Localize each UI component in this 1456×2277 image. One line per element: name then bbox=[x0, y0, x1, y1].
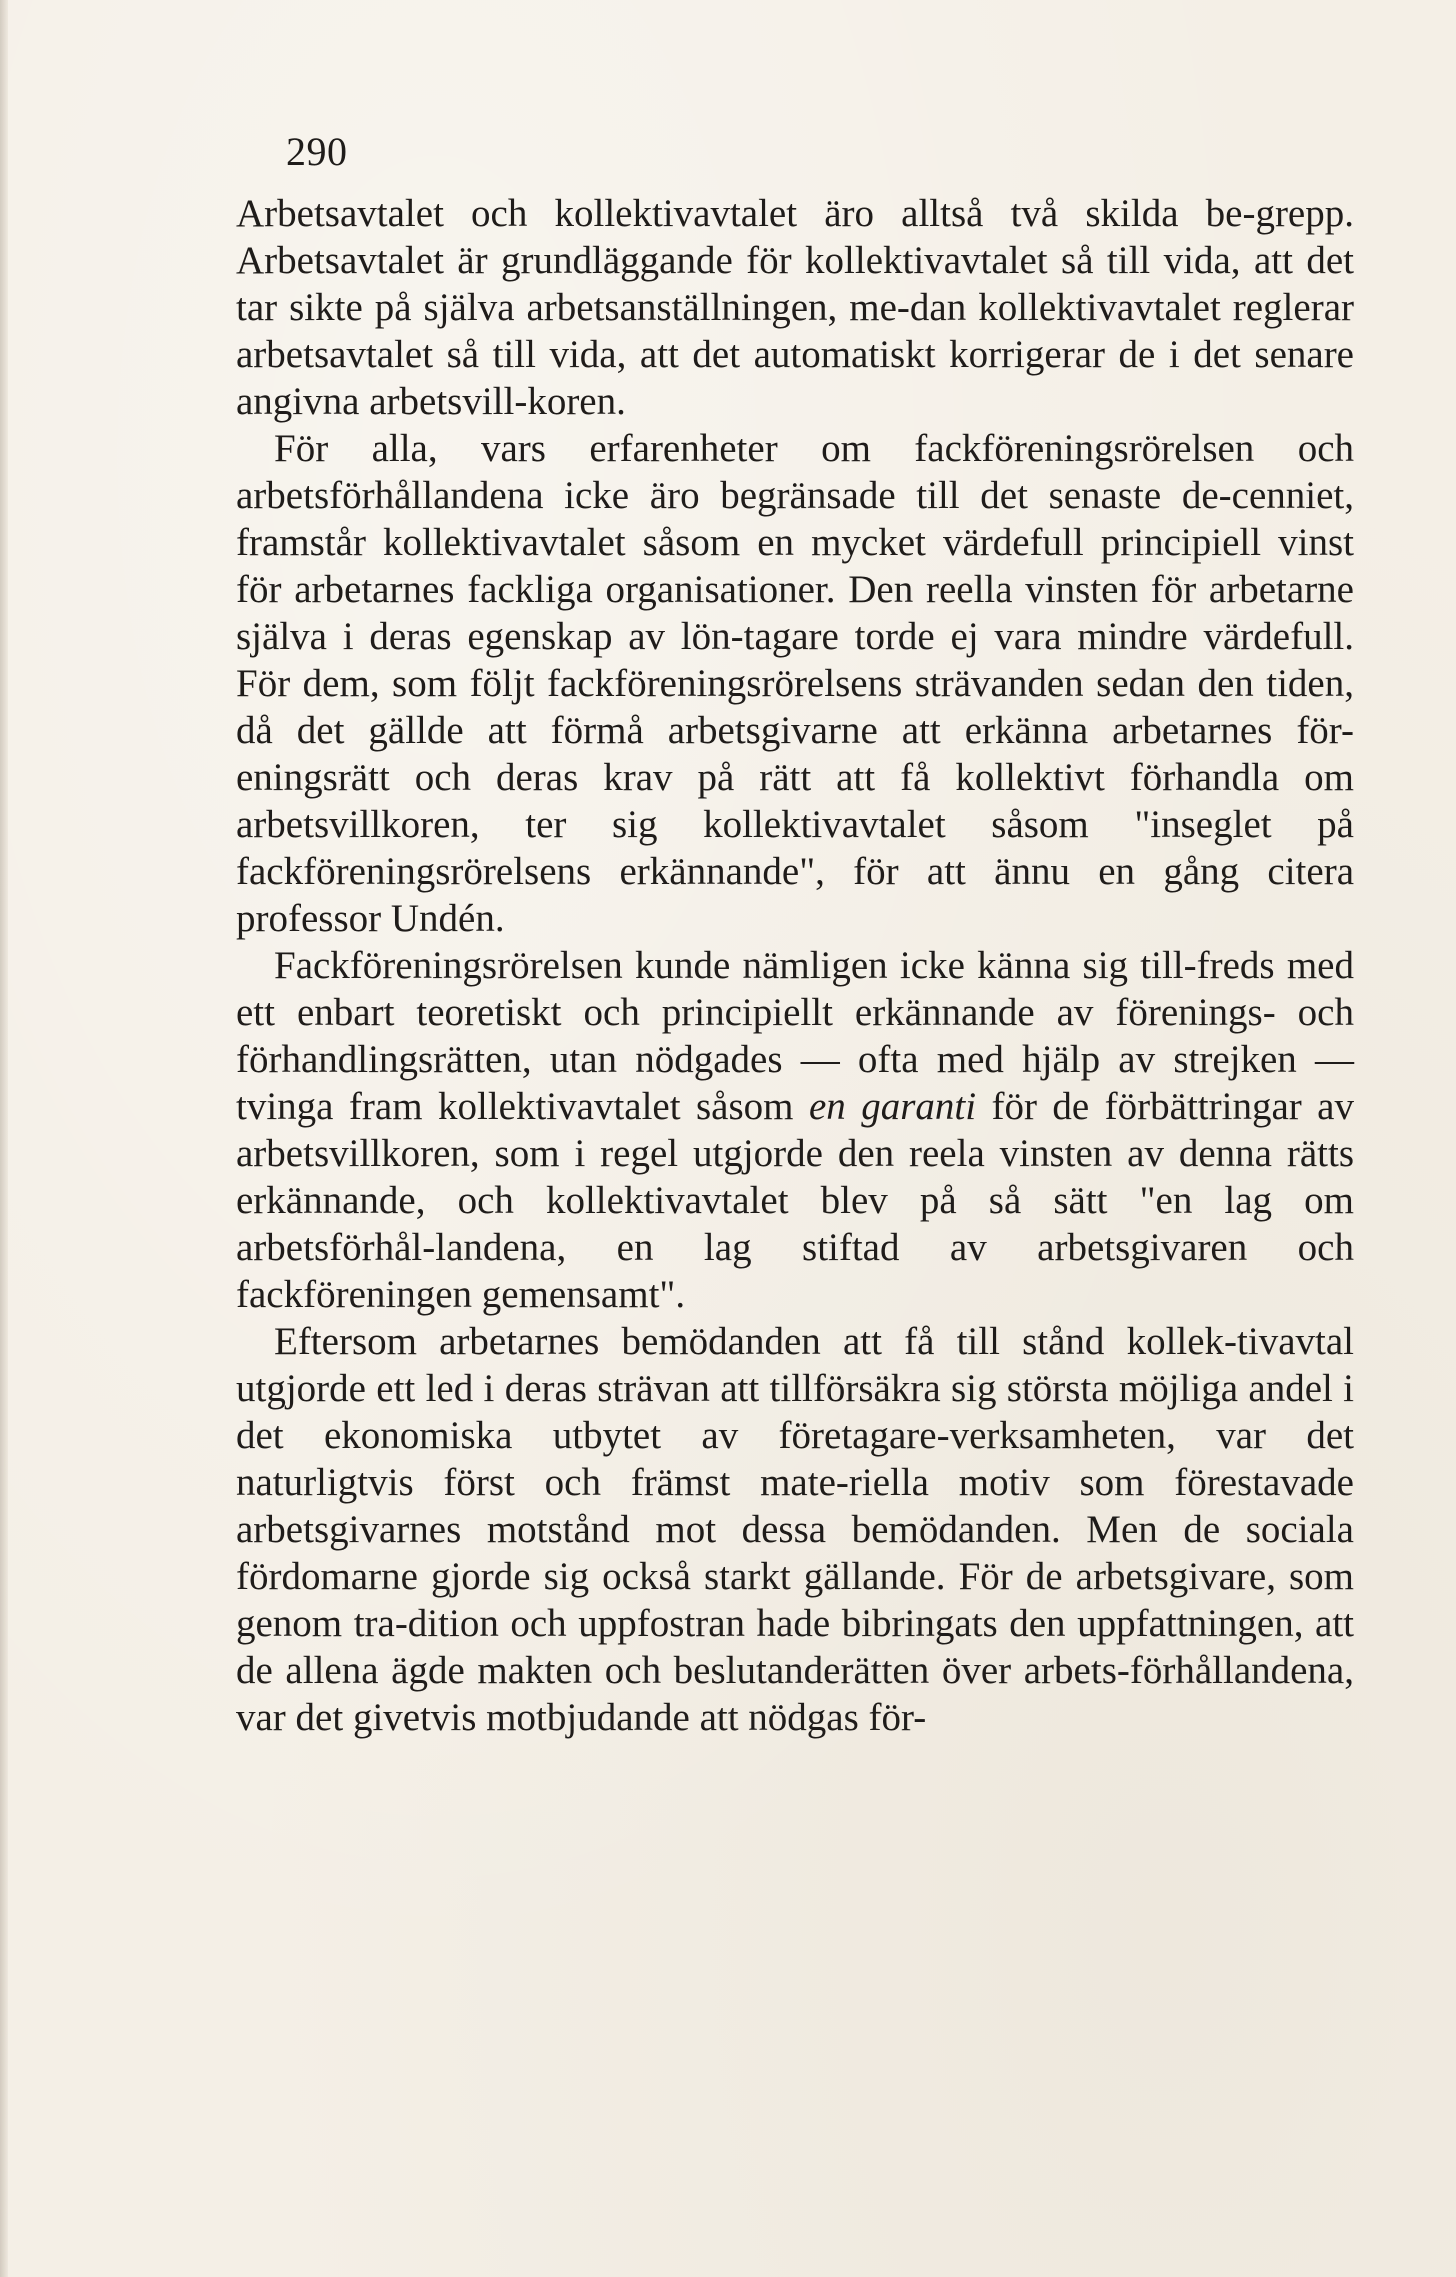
paragraph-1 bbox=[236, 190, 1354, 425]
paragraph-3-text-after-emphasis: för de förbättringar av arbetsvillkoren, som i regel utgjorde den reela vinsten av denna rätts erkännande, och kollektivavtalet blev på så sätt "en lag om arbetsförhål-landena, en lag stiftad av arbetsgivaren och fackföreningen gemensamt". bbox=[236, 1085, 1354, 1316]
paragraph-3-text-before-emphasis: Fackföreningsrörelsen kunde nämligen icke känna sig till-freds med ett enbart teoretiskt och principiellt erkännande av förenings- och förhandlingsrätten, utan nödgades — ofta med hjälp av strejken — tvinga fram kollektivavtalet såsom bbox=[236, 944, 1354, 1128]
paragraph-2-text: För alla, vars erfarenheter om fackföreningsrörelsen och arbetsförhållandena icke äro begränsade till det senaste de-cenniet, framstår kollektivavtalet såsom en mycket värdefull principiell vinst för arbetarnes fackliga organisationer. Den reella vinsten för arbetarne själva i deras egenskap av lön-tagare torde ej vara mindre värdefull. För dem, som följt fackföreningsrörelsens strävanden sedan den tiden, då det gällde att förmå arbetsgivarne att erkänna arbetarnes för-eningsrätt och deras krav på rätt att få kollektivt förhandla om arbetsvillkoren, ter sig kollektivavtalet såsom "inseglet på fackföreningsrörelsens erkännande", för att ännu en gång citera professor Undén. bbox=[236, 427, 1354, 940]
page-number: 290 bbox=[286, 129, 348, 174]
paragraph-2 bbox=[236, 425, 1354, 942]
paragraph-1-text: Arbetsavtalet och kollektivavtalet äro alltså två skilda be-grepp. Arbetsavtalet är grundläggande för kollektivavtalet så till vida, att det tar sikte på själva arbetsanställningen, me-dan kollektivavtalet reglerar arbetsavtalet så till vida, att det automatiskt korrigerar de i det senare angivna arbetsvill-koren. bbox=[236, 192, 1354, 423]
paragraph-4-text: Eftersom arbetarnes bemödanden att få till stånd kollek-tivavtal utgjorde ett led i deras strävan att tillförsäkra sig största möjliga andel i det ekonomiska utbytet av företagare-verksamheten, var det naturligtvis först och främst mate-riella motiv som förestavade arbetsgivarnes motstånd mot dessa bemödanden. Men de sociala fördomarne gjorde sig också starkt gällande. För de arbetsgivare, som genom tra-dition och uppfostran hade bibringats den uppfattningen, att de allena ägde makten och beslutanderätten över arbets-förhållandena, var det givetvis motbjudande att nödgas för- bbox=[236, 1320, 1354, 1739]
emphasized-text: en garanti bbox=[808, 1085, 977, 1128]
body-text bbox=[236, 190, 1354, 1741]
page-edge-shadow bbox=[0, 0, 8, 2277]
paragraph-4 bbox=[236, 1318, 1354, 1741]
paragraph-3 bbox=[236, 942, 1354, 1318]
